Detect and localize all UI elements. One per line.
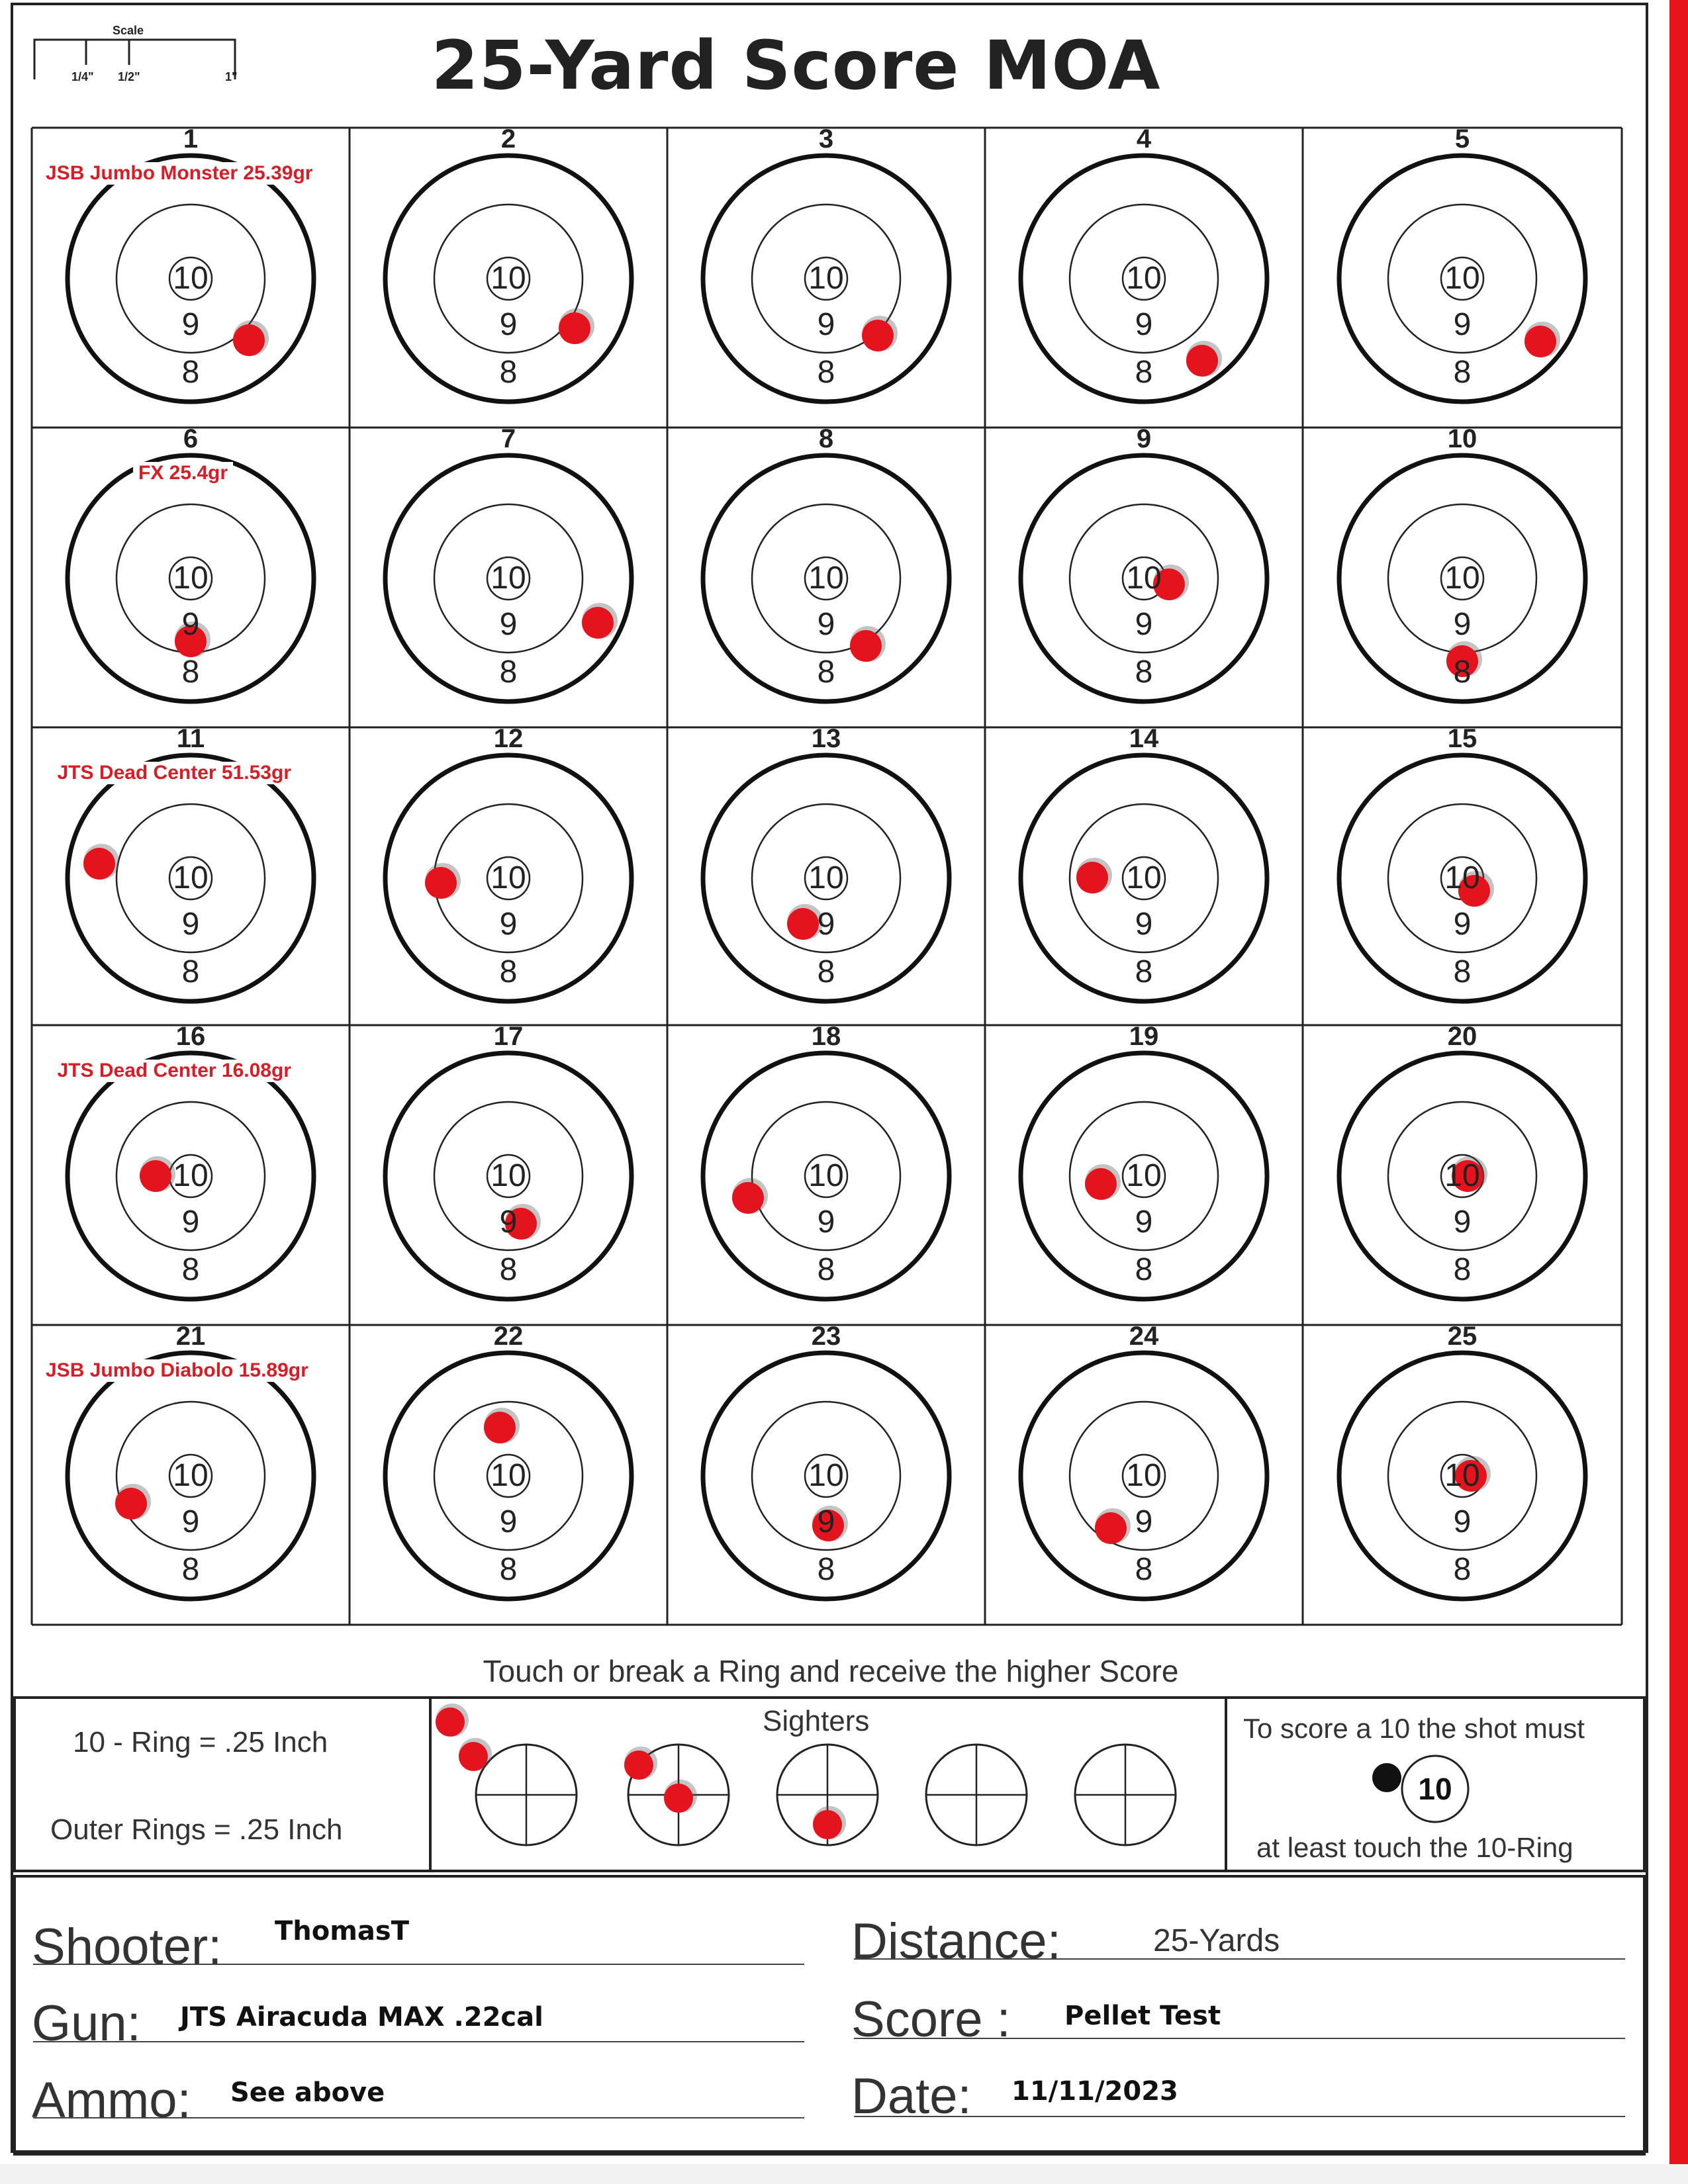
- ring-label-ten: 10: [1444, 1158, 1480, 1193]
- ring-label-nine: 9: [1453, 1205, 1472, 1240]
- load-label-target-11: JTS Dead Center 51.53gr: [52, 762, 297, 784]
- sighter-target-2: [624, 1745, 729, 1845]
- target-number-11: 11: [176, 724, 205, 753]
- ring-label-nine: 9: [499, 1504, 518, 1539]
- target-number-15: 15: [1447, 724, 1477, 753]
- shot-hole: [559, 312, 590, 344]
- target-number-3: 3: [818, 124, 834, 154]
- ring-label-ten: 10: [1126, 860, 1162, 895]
- ring-label-ten: 10: [1126, 261, 1162, 296]
- load-label-target-21: JSB Jumbo Diabolo 15.89gr: [40, 1359, 314, 1382]
- target-number-20: 20: [1447, 1022, 1477, 1051]
- distance-label: Distance:: [851, 1913, 1061, 1970]
- scale-mark-quarter: 1/4": [71, 70, 94, 83]
- sighter-target-1: [436, 1704, 577, 1845]
- ring-label-eight: 8: [1135, 355, 1153, 390]
- ring-label-ten: 10: [1126, 1158, 1162, 1193]
- shot-hole: [1076, 862, 1108, 893]
- shot-hole: [732, 1182, 764, 1214]
- ring-label-eight: 8: [1453, 1252, 1472, 1287]
- ring-label-ten: 10: [173, 561, 209, 596]
- scale-title: Scale: [113, 24, 144, 37]
- ring-label-ten: 10: [808, 860, 844, 895]
- ring-label-ten: 10: [808, 561, 844, 596]
- scoring-rule-text: Touch or break a Ring and receive the higher Score: [483, 1654, 1179, 1688]
- shot-hole: [1524, 326, 1556, 357]
- ring-label-ten: 10: [1444, 1458, 1480, 1493]
- shot-hole: [233, 324, 265, 356]
- ring-label-nine: 9: [817, 1205, 835, 1240]
- ring-label-eight: 8: [1453, 655, 1472, 690]
- target-number-7: 7: [500, 424, 516, 453]
- ring-label-nine: 9: [499, 1205, 518, 1240]
- ring-label-eight: 8: [499, 954, 518, 989]
- score-rule-line2: at least touch the 10-Ring: [1256, 1832, 1573, 1863]
- ring-label-nine: 9: [817, 307, 835, 342]
- sighter-shot-hole: [624, 1751, 653, 1780]
- ring-label-ten: 10: [491, 261, 526, 296]
- ring-label-eight: 8: [817, 1252, 835, 1287]
- gun-label: Gun:: [32, 1995, 141, 2052]
- ring-label-nine: 9: [181, 1205, 200, 1240]
- sighter-shot-hole: [664, 1784, 693, 1813]
- target-number-5: 5: [1454, 124, 1470, 154]
- target-number-19: 19: [1129, 1022, 1159, 1051]
- target-number-1: 1: [183, 124, 199, 154]
- shot-hole: [850, 630, 882, 662]
- ring-label-nine: 9: [499, 907, 518, 942]
- ring-label-eight: 8: [499, 1552, 518, 1587]
- ring-label-nine: 9: [1453, 1504, 1472, 1539]
- scale-mark-one: 1": [225, 70, 238, 83]
- scan-bottom-edge: [0, 2164, 1688, 2184]
- ring-label-nine: 9: [181, 1504, 200, 1539]
- ring-label-ten: 10: [1444, 561, 1480, 596]
- ring-label-nine: 9: [181, 607, 200, 642]
- target-number-24: 24: [1129, 1322, 1159, 1351]
- example-shot-dot: [1372, 1763, 1401, 1792]
- ring-label-nine: 9: [499, 607, 518, 642]
- sighter-target-3: [777, 1745, 878, 1845]
- ring-label-eight: 8: [499, 1252, 518, 1287]
- ring-label-nine: 9: [1135, 1205, 1153, 1240]
- target-number-16: 16: [175, 1022, 206, 1051]
- ring-label-eight: 8: [1135, 954, 1153, 989]
- load-label-target-6: FX 25.4gr: [133, 462, 233, 484]
- ring-label-ten: 10: [1444, 261, 1480, 296]
- target-number-13: 13: [811, 724, 841, 753]
- shot-hole: [83, 848, 115, 880]
- target-number-25: 25: [1447, 1322, 1477, 1351]
- target-number-6: 6: [183, 424, 199, 453]
- ring-label-eight: 8: [1135, 1252, 1153, 1287]
- score-label: Score :: [851, 1991, 1011, 2048]
- ring-label-nine: 9: [181, 907, 200, 942]
- ring-label-ten: 10: [808, 1158, 844, 1193]
- ring-label-nine: 9: [817, 607, 835, 642]
- sighter-target-5: [1075, 1745, 1176, 1845]
- ring-label-ten: 10: [491, 860, 526, 895]
- ring-label-eight: 8: [1135, 1552, 1153, 1587]
- shot-hole: [862, 320, 894, 351]
- shot-hole: [1085, 1168, 1117, 1200]
- load-label-target-16: JTS Dead Center 16.08gr: [52, 1060, 297, 1082]
- score-rule-ten: 10: [1418, 1772, 1452, 1806]
- ring-label-ten: 10: [808, 1458, 844, 1493]
- ring-label-ten: 10: [173, 860, 209, 895]
- ring-label-eight: 8: [181, 1552, 200, 1587]
- ring-label-nine: 9: [1135, 307, 1153, 342]
- sighter-shot-hole: [459, 1742, 488, 1771]
- shot-hole: [1186, 345, 1218, 377]
- ring-label-eight: 8: [1453, 954, 1472, 989]
- target-number-22: 22: [493, 1322, 524, 1351]
- shooter-label: Shooter:: [32, 1919, 222, 1975]
- shot-hole: [425, 867, 457, 899]
- ring-label-ten: 10: [1444, 860, 1480, 895]
- ring-label-nine: 9: [1135, 1504, 1153, 1539]
- ring-label-eight: 8: [181, 355, 200, 390]
- ring-label-nine: 9: [1453, 307, 1472, 342]
- ring-label-eight: 8: [1453, 1552, 1472, 1587]
- target-number-8: 8: [818, 424, 834, 453]
- load-label-target-1: JSB Jumbo Monster 25.39gr: [40, 162, 318, 185]
- distance-value: 25-Yards: [1153, 1923, 1280, 1958]
- date-value: 11/11/2023: [1011, 2076, 1178, 2107]
- target-number-18: 18: [811, 1022, 841, 1051]
- sighters-label: Sighters: [763, 1705, 870, 1737]
- ring-label-eight: 8: [181, 954, 200, 989]
- ring-label-eight: 8: [499, 655, 518, 690]
- ring-label-ten: 10: [491, 561, 526, 596]
- ring-label-eight: 8: [181, 655, 200, 690]
- ring-label-ten: 10: [1126, 561, 1162, 596]
- ring-label-nine: 9: [499, 307, 518, 342]
- target-number-12: 12: [493, 724, 524, 753]
- ring-label-eight: 8: [181, 1252, 200, 1287]
- target-number-9: 9: [1136, 424, 1152, 453]
- ring-label-eight: 8: [817, 954, 835, 989]
- ring-label-eight: 8: [817, 655, 835, 690]
- shot-hole: [582, 607, 614, 639]
- shot-hole: [115, 1488, 147, 1520]
- sighter-shot-hole: [813, 1810, 842, 1839]
- ring-label-eight: 8: [1135, 655, 1153, 690]
- ring-label-ten: 10: [1126, 1458, 1162, 1493]
- ring-label-ten: 10: [173, 1158, 209, 1193]
- sighter-target-4: [926, 1745, 1027, 1845]
- ring-label-ten: 10: [808, 261, 844, 296]
- shooter-value: ThomasT: [275, 1916, 410, 1946]
- outer-rings-size: Outer Rings = .25 Inch: [50, 1813, 343, 1846]
- ring-label-nine: 9: [817, 1504, 835, 1539]
- gun-value: JTS Airacuda MAX .22cal: [180, 2002, 543, 2032]
- ring-label-eight: 8: [817, 1552, 835, 1587]
- ring-label-ten: 10: [173, 261, 209, 296]
- ammo-value: See above: [230, 2077, 385, 2108]
- target-number-10: 10: [1447, 424, 1477, 453]
- target-number-2: 2: [500, 124, 516, 154]
- ten-ring-size: 10 - Ring = .25 Inch: [73, 1726, 328, 1758]
- ring-label-nine: 9: [1135, 607, 1153, 642]
- sighter-shot-hole: [436, 1707, 465, 1737]
- ammo-label: Ammo:: [32, 2072, 191, 2128]
- page-title: 25-Yard Score MOA: [431, 26, 1161, 105]
- ring-label-ten: 10: [173, 1458, 209, 1493]
- ring-label-nine: 9: [1135, 907, 1153, 942]
- shot-hole: [484, 1412, 516, 1443]
- target-number-14: 14: [1129, 724, 1159, 753]
- date-label: Date:: [851, 2068, 972, 2124]
- scale-mark-half: 1/2": [118, 70, 140, 83]
- target-number-23: 23: [811, 1322, 841, 1351]
- ring-label-eight: 8: [1453, 355, 1472, 390]
- score-value: Pellet Test: [1064, 2001, 1221, 2031]
- ring-label-ten: 10: [491, 1458, 526, 1493]
- target-number-4: 4: [1136, 124, 1152, 154]
- ring-label-nine: 9: [181, 307, 200, 342]
- ring-label-nine: 9: [1453, 907, 1472, 942]
- score-rule-line1: To score a 10 the shot must: [1243, 1713, 1585, 1744]
- ring-label-ten: 10: [491, 1158, 526, 1193]
- ring-label-eight: 8: [817, 355, 835, 390]
- ring-label-nine: 9: [1453, 607, 1472, 642]
- ring-label-eight: 8: [499, 355, 518, 390]
- red-edge-strip: [1669, 0, 1688, 2184]
- target-number-21: 21: [175, 1322, 206, 1351]
- target-number-17: 17: [493, 1022, 524, 1051]
- ring-label-nine: 9: [817, 907, 835, 942]
